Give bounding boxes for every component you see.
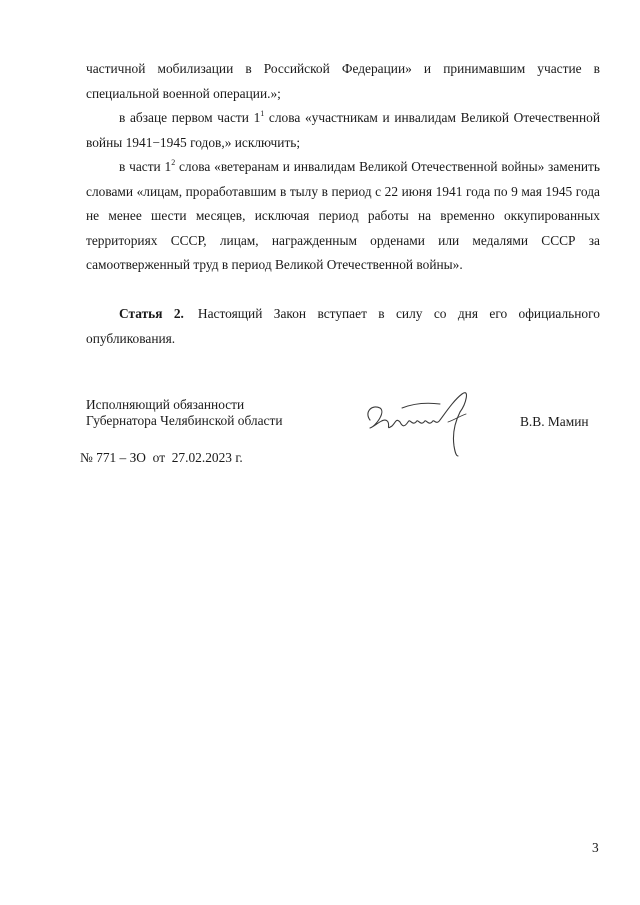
para2-text-end: слова «участникам и инвалидам Великой Отечественной войны 1941−1945 годов,» исключить;	[86, 110, 600, 150]
handwritten-signature	[362, 386, 484, 458]
signatory-title-line1: Исполняющий обязанности	[86, 397, 245, 412]
para3-superscript: 2	[171, 158, 176, 167]
para2-text-start: в абзаце первом части 1	[119, 110, 261, 125]
article-2-text: Настоящий Закон вступает в силу со дня его официального опубликования.	[86, 306, 600, 346]
article-2	[86, 302, 600, 351]
signatory-name: В.В. Мамин	[520, 414, 589, 429]
paragraph-mobilization: частичной мобилизации в Российской Федерации» и принимавшим участие в специальной военной операции.»;	[86, 61, 600, 101]
para3-text-end: слова «ветеранам и инвалидам Великой Отечественной войны» заменить словами «лицам, проработавшим в тылу в период с 22 июня 1941 года по 9 мая 1945 года не менее шести месяцев, исключая период работы на временно оккупированных территориях СССР, лицам, награжденным орденами или медалями СССР за самоотверженный труд в период Великой Отечественной войны».	[86, 159, 600, 272]
page-number: 3	[592, 840, 599, 855]
signatory-title-line2: Губернатора Челябинской области	[86, 413, 283, 428]
signatory-title	[86, 397, 283, 429]
para2-superscript: 1	[260, 109, 265, 118]
para3-text-start: в части 1	[119, 159, 172, 174]
article-2-label: Статья 2.	[119, 306, 184, 321]
law-registration-number: № 771 – ЗО от 27.02.2023 г.	[80, 450, 243, 465]
paragraph-part-1-2	[86, 155, 600, 278]
paragraph-part-1-1	[86, 106, 600, 155]
